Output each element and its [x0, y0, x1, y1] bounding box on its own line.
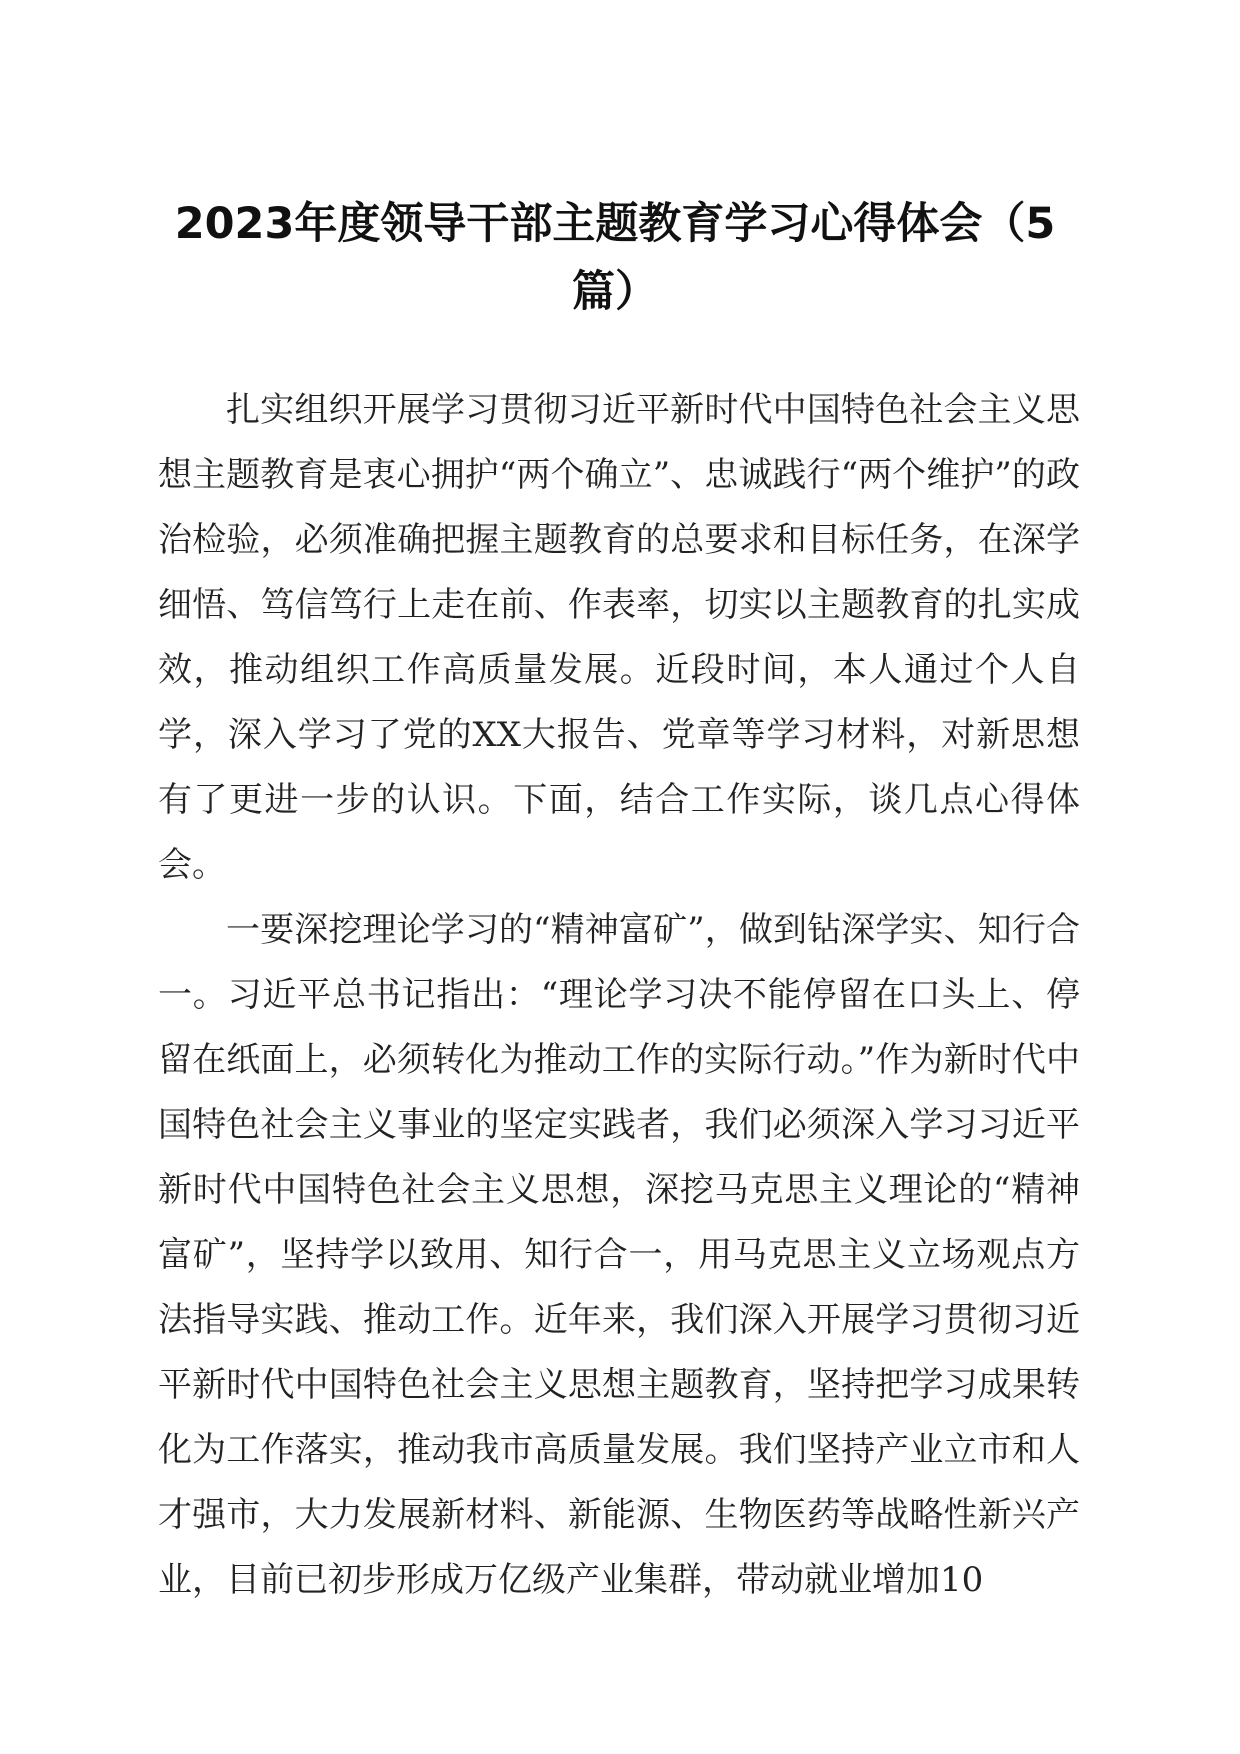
- document-title: 2023年度领导干部主题教育学习心得体会（5篇）: [174, 199, 1056, 317]
- paragraph-point-one: 一要深挖理论学习的“精神富矿”，做到钻深学实、知行合一。习近平总书记指出：“理论学习决不能停留在口头上、停留在纸面上，必须转化为推动工作的实际行动。”作为新时代中国特色社会主义事业的坚定实践者，我们必须深入学习习近平新时代中国特色社会主义思想，深挖马克思主义理论的“精神富矿”，坚持学以致用、知行合一，用马克思主义立场观点方法指导实践、推动工作。近年来，我们深入开展学习贯彻习近平新时代中国特色社会主义思想主题教育，坚持把学习成果转化为工作落实，推动我市高质量发展。我们坚持产业立市和人才强市，大力发展新材料、新能源、生物医药等战略性新兴产业，目前已初步形成万亿级产业集群，带动就业增加10: [158, 910, 1080, 1600]
- paragraph-intro: 扎实组织开展学习贯彻习近平新时代中国特色社会主义思想主题教育是衷心拥护“两个确立”、忠诚践行“两个维护”的政治检验，必须准确把握主题教育的总要求和目标任务，在深学细悟、笃信笃行上走在前、作表率，切实以主题教育的扎实成效，推动组织工作高质量发展。近段时间，本人通过个人自学，深入学习了党的XX大报告、党章等学习材料，对新思想有了更进一步的认识。下面，结合工作实际，谈几点心得体会。: [158, 390, 1080, 885]
- document-body: [158, 378, 1080, 1613]
